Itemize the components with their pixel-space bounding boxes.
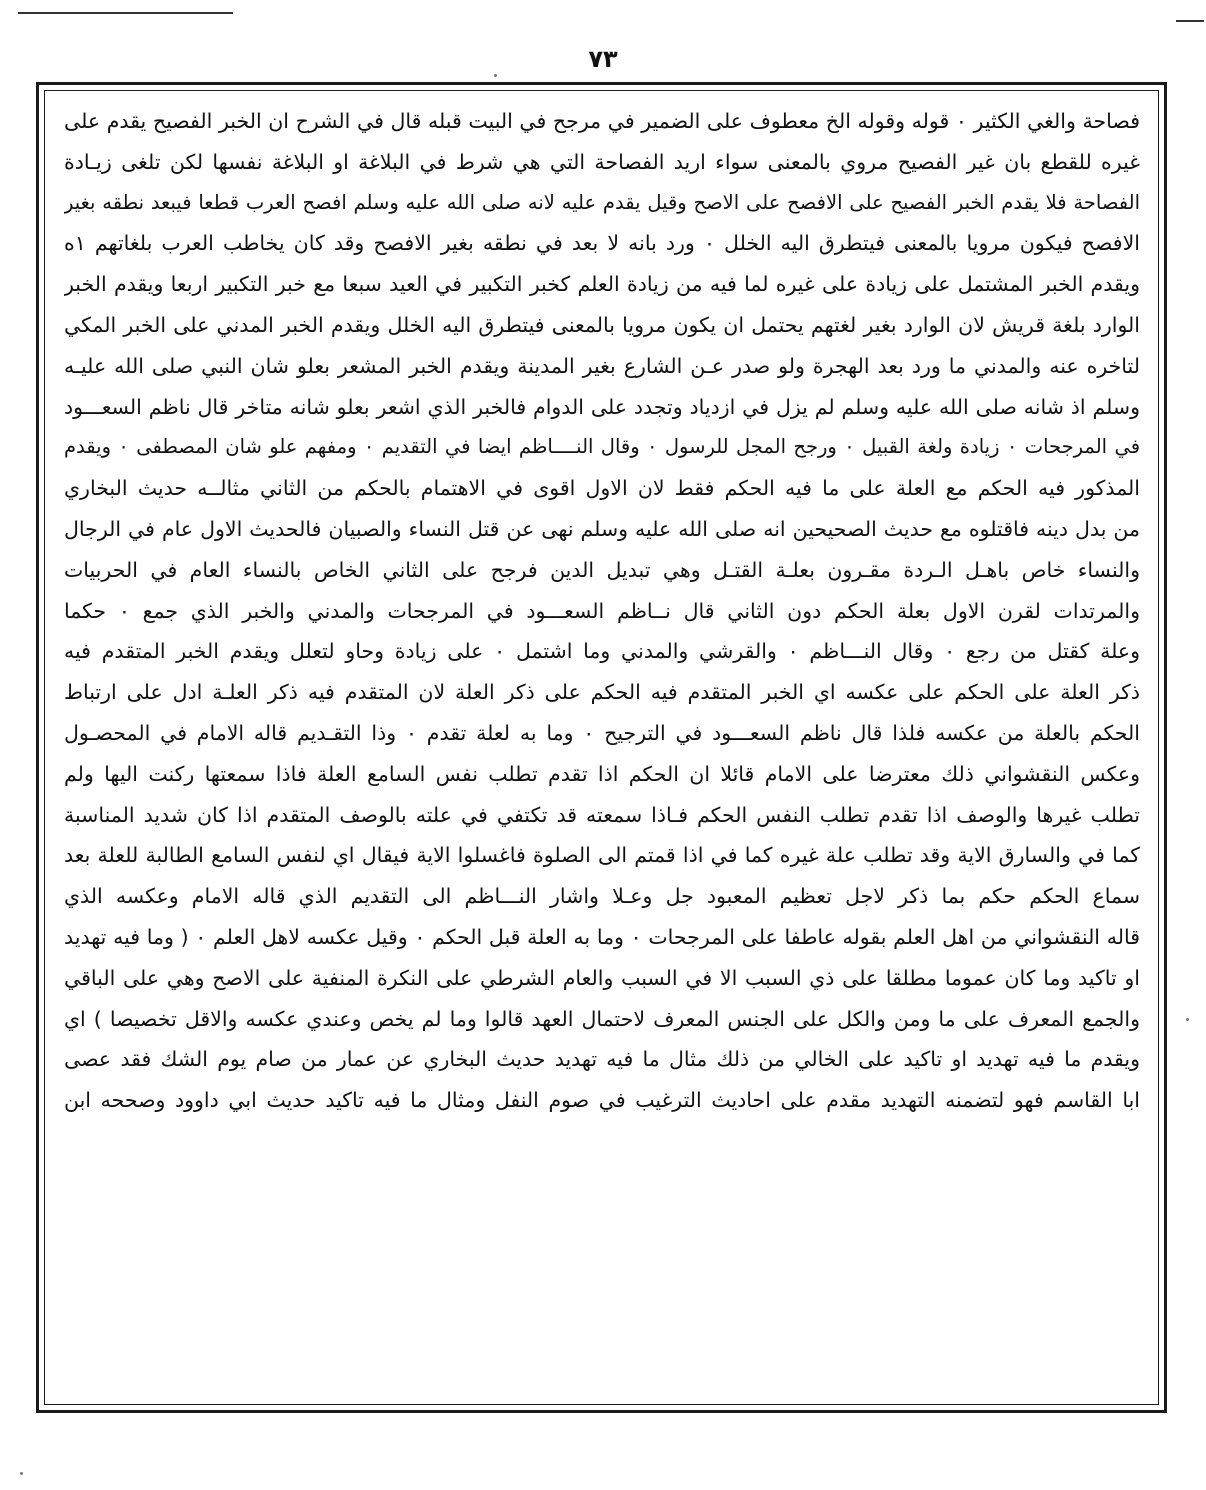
text-line-16: الحكم بالعلة من عكسه فلذا قال ناظم السعـــود في الترجيح ٠ وما به لعلة تقدم ٠ وذا التقـديم قاله الامام في المحصـول	[64, 720, 1140, 745]
text-line-8: وسلم اذ شانه صلى الله عليه وسلم لم يزل في ازدياد وتجدد على الدوام فالخبر الذي اشعر بعلو شانه متاخر قال ناظم السعـــود	[64, 394, 1140, 419]
text-line-15: ذكر العلة على الحكم على عكسه اي الخبر المتقدم فيه الحكم على ذكر العلة لان المتقدم فيه ذكر العلـة ادل على ارتباط	[64, 680, 1140, 705]
text-line-11: من بدل دينه فاقتلوه مع حديث الصحيحين انه صلى الله عليه وسلم نهى عن قتل النساء والصبيان فالحديث الاول عام في الرجال	[64, 516, 1140, 541]
scan-speck	[20, 1472, 23, 1475]
text-line-1: فصاحة والغي الكثير ٠ قوله وقوله الخ معطوف على الضمير في مرجح في البيت قبله قال في الشرح ان الخبر الفصيح يقدم على	[64, 109, 1140, 133]
text-line-4: الافصح فيكون مرويا بالمعنى فيتطرق اليه الخلل ٠ ورد بانه لا بعد في نطقه بغير الافصح وقد كان يخاطب العرب بلغاتهم ١ه	[64, 231, 1140, 256]
text-line-23: والجمع المعرف على ما ومن والكل على الجنس المعرف لاحتمال العهد قالوا وما لم يخص وعندي عكسه والاقل تخصيصا ) اي	[64, 1006, 1140, 1031]
scan-speck	[1186, 1018, 1189, 1021]
text-line-19: كما في والسارق الاية وقد تطلب علة غيره كما في اذا قمتم الى الصلوة فاغسلوا الاية فيقال اي لنفس السامع الطالبة للعلة بعد	[64, 843, 1140, 868]
text-line-17: وعكس النقشواني ذلك معترضا على الامام قائلا ان الحكم اذا تقدم تطلب نفس السامع العلة فاذا سمعتها ركنت اليها ولم	[64, 761, 1140, 786]
text-line-25: ابا القاسم فهو لتضمنه التهديد مقدم على احاديث الترغيب في صوم النفل ومثال ما فيه تاكيد حديث ابي داوود وصححه ابن	[64, 1088, 1140, 1113]
text-line-21: قاله النقشواني من اهل العلم بقوله عاطفا على المرجحات ٠ وما به العلة قبل الحكم ٠ وقيل عكسه لاهل العلم ٠ ( وما فيه تهديد	[64, 924, 1140, 949]
text-line-12: والنساء خاص باهـل الـردة مقـرون بعلـة القتـل وهي تبديل الدين فرجح على الثاني الخاص بالنساء العام في الحربيات	[64, 557, 1140, 582]
page-number: ٧٣	[588, 45, 618, 73]
text-line-7: لتاخره عنه والمدني ما ورد بعد الهجرة ولو صدر عـن الشارع بغير المدينة ويقدم الخبر المشعر بعلو شان النبي صلى الله عليـه	[64, 353, 1140, 378]
body-text	[64, 101, 1140, 1121]
text-line-14: وعلة كقتل من رجع ٠ وقال النـــاظم ٠ والقرشي والمدني وما اشتمل ٠ على زيادة وحاو لتعلل ويقدم الخبر المتقدم فيه	[64, 639, 1140, 664]
text-line-9: في المرجحات ٠ زيادة ولغة القبيل ٠ ورجح المجل للرسول ٠ وقال النــــاظم ايضا في التقديم ٠ ومفهم علو شان المصطفى ٠ ويقدم	[64, 435, 1140, 459]
top-rule-right	[1176, 20, 1204, 22]
text-line-3: الفصاحة فلا يقدم الخبر الفصيح على الافصح على الاصح وقيل يقدم عليه لانه صلى الله عليه وسلم افصح العرب قطعا فيبعد نطقه بغير	[64, 190, 1140, 214]
text-line-6: الوارد بلغة قريش لان الوارد بغير لغتهم يحتمل ان يكون مرويا بالمعنى فيتطرق اليه الخلل ويقدم الخبر المدني على الخبر المكي	[64, 312, 1140, 337]
text-line-18: تطلب غيرها والوصف اذا تقدم تطلب النفس الحكم فـاذا سمعته قد تكتفي في علته بالوصف المتقدم اذا كان شديد المناسبة	[64, 802, 1140, 827]
text-line-20: سماع الحكم حكم بما ذكر لاجل تعظيم المعبود جل وعـلا واشار النـــاظم الى التقديم الذي قاله الامام وعكسه الذي	[64, 884, 1140, 909]
text-line-13: والمرتدات لقرن الاول بعلة الحكم دون الثاني قال نــاظم السعـــود في المرجحات والمدني والخبر الذي جمع ٠ حكما	[64, 598, 1140, 623]
top-rule-left	[18, 12, 233, 14]
text-line-5: ويقدم الخبر المشتمل على زيادة على غيره لما فيه من زيادة العلم كخبر التكبير في العيد سبعا مع خبر التكبير اربعا ويقدم الخبر	[64, 272, 1140, 297]
text-line-10: المذكور فيه الحكم مع العلة على ما فيه الحكم فقط لان الاول اقوى في الاهتمام بالحكم من الثاني مثالــه حديث البخاري	[64, 476, 1140, 501]
text-line-2: غيره للقطع بان غير الفصيح مروي بالمعنى سواء اريد الفصاحة التي هي شرط في البلاغة او البلاغة نفسها لكن تلغى زيـادة	[64, 149, 1140, 174]
text-line-22: او تاكيد وما كان عموما مطلقا على ذي السبب الا في السبب والعام الشرطي على النكرة المنفية على الاصح وهي على الباقي	[64, 965, 1140, 990]
scan-speck	[494, 74, 497, 77]
text-line-24: ويقدم ما فيه تهديد او تاكيد على الخالي من ذلك مثال ما فيه تهديد حديث البخاري عن عمار من صام يوم الشك فقد عصى	[64, 1047, 1140, 1072]
